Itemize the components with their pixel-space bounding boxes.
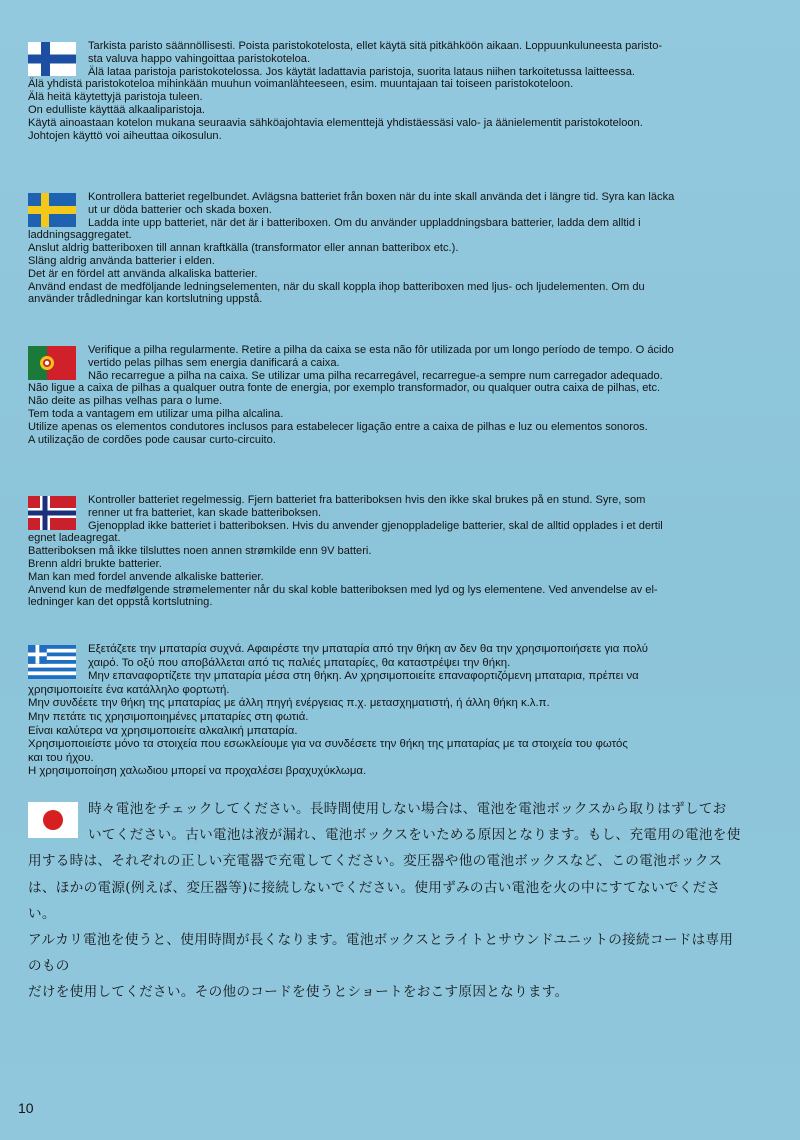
japan-flag-icon xyxy=(28,802,78,838)
norwegian-text xyxy=(28,494,744,609)
finnish-text xyxy=(28,40,744,142)
text-line: egnet ladeagregat. xyxy=(28,532,121,545)
text-line: Anvend kun de medfølgende strømelementer når du skal koble batteriboksen med lyd og lys elementene. Ved anvendelse av el- xyxy=(28,583,658,596)
text-line: Χρησιμοποιείστε μόνο τα στοιχεία που εσωκλείουμε για να συνδέσετε την θήκη της μπαταρίας με τα στοιχεία του φωτός xyxy=(28,738,628,751)
text-line: アルカリ電池を使うと、使用時間が長くなります。電池ボックスとライトとサウンドユニットの接続コードは専用のもの xyxy=(28,932,734,975)
text-line: 時々電池をチェックしてください。長時間使用しない場合は、電池を電池ボックスから取りはずしてお xyxy=(88,801,727,817)
text-line: Tem toda a vantagem em utilizar uma pilha alcalina. xyxy=(28,407,284,420)
text-line: Använd endast de medföljande ledningselementen, när du skall koppla ihop batteriboxen med ljus- och ljudelementen. Om du xyxy=(28,280,645,293)
section-greek xyxy=(28,643,744,779)
greece-flag-icon xyxy=(28,645,76,679)
text-line: は、ほかの電源(例えば、変圧器等)に接続しないでください。使用ずみの古い電池を火の中にすてないでください。 xyxy=(28,879,721,922)
text-line: χρησιμοποιείτε ένα κατάλληλο φορτωτή. xyxy=(28,683,230,696)
section-finnish xyxy=(28,40,744,142)
text-line: Η χρησιμοποίηση χαλωδιου μπορεί να προχαλέσει βραχυχύκλωμα. xyxy=(28,765,367,778)
text-line: Gjenopplad ikke batteriet i batteriboksen. Hvis du anvender gjenoppladelige batterier, skal de alltid opplades i et dertil xyxy=(88,519,663,532)
text-line: χαιρό. Το οξύ που αποβάλλεται από τις παλιές μπαταρίες, θα καταστρέψει την θήκη. xyxy=(88,656,511,669)
text-line: Det är en fördel att använda alkaliska batterier. xyxy=(28,267,258,280)
text-line: 用する時は、それぞれの正しい充電器で充電してください。変圧器や他の電池ボックスなど、この電池ボックス xyxy=(28,853,723,870)
section-portuguese xyxy=(28,344,744,446)
portugal-flag-icon xyxy=(28,346,76,380)
text-line: Släng aldrig använda batterier i elden. xyxy=(28,254,215,267)
sweden-flag-icon xyxy=(28,193,76,227)
text-line: ut ur döda batterier och skada boxen. xyxy=(88,203,272,216)
swedish-text xyxy=(28,191,744,306)
section-swedish xyxy=(28,191,744,306)
text-line: On edulliste käyttää alkaaliparistoja. xyxy=(28,103,205,116)
text-line: Kontroller batteriet regelmessig. Fjern batteriet fra batteriboksen hvis den ikke skal brukes på en stund. Syre, som xyxy=(88,494,646,506)
portuguese-text xyxy=(28,344,744,446)
text-line: Não ligue a caixa de pilhas a qualquer outra fonte de energia, por exemplo transformador, ou qualquer outra caixa de pilhas, etc. xyxy=(28,382,661,395)
text-line: Verifique a pilha regularmente. Retire a pilha da caixa se esta não fôr utilizada por um longo período de tempo. O ácido xyxy=(88,344,674,356)
greek-text xyxy=(28,643,744,779)
section-norwegian xyxy=(28,494,744,609)
text-line: använder trådledningar kan kortslutning uppstå. xyxy=(28,293,263,306)
text-line: だけを使用してください。その他のコードを使うとショートをおこす原因となります。 xyxy=(28,984,569,1001)
text-line: Não deite as pilhas velhas para o lume. xyxy=(28,395,223,408)
text-line: Εξετάζετε την μπαταρία συχνά. Αφαιρέστε την μπαταρία από την θήκη αν δεν θα την χρησιμοποιήσετε για πολύ xyxy=(88,643,648,655)
text-line: renner ut fra batteriet, kan skade batteriboksen. xyxy=(88,506,322,519)
text-line: Utilize apenas os elementos condutores inclusos para estabelecer ligação entre a caixa de pilhas e luz ou elementos sonoros. xyxy=(28,420,648,433)
text-line: Είναι καλύτερα να χρησιμοποιείτε αλκαλική μπαταρία. xyxy=(28,724,298,737)
text-line: Kontrollera batteriet regelbundet. Avlägsna batteriet från boxen när du inte skall använda det i längre tid. Syra kan läcka xyxy=(88,191,675,203)
text-line: Käytä ainoastaan kotelon mukana seuraavia sähköajohtavia elementtejä yhdistäessäsi valo- ja äänielementit paristokoteloon. xyxy=(28,116,643,129)
page-number: 10 xyxy=(18,1100,34,1116)
text-line: vertido pelas pilhas sem energia danificará a caixa. xyxy=(88,356,340,369)
text-line: Älä heitä käytettyjä paristoja tuleen. xyxy=(28,91,203,104)
text-line: Ladda inte upp batteriet, när det är i batteriboxen. Om du använder uppladdningsbara batterier, ladda dem alltid i xyxy=(88,216,641,229)
text-line: και του ήχου. xyxy=(28,751,94,764)
japanese-text xyxy=(28,796,744,1006)
text-line: Anslut aldrig batteriboxen till annan kraftkälla (transformator eller annan batteribox etc.). xyxy=(28,242,459,255)
text-line: ledninger kan det oppstå kortslutning. xyxy=(28,596,213,609)
finland-flag-icon xyxy=(28,42,76,76)
text-line: Man kan med fordel anvende alkaliske batterier. xyxy=(28,570,264,583)
text-line: Não recarregue a pilha na caixa. Se utilizar uma pilha recarregável, recarregue-a sempre num carregador adequado. xyxy=(88,369,663,382)
text-line: Batteriboksen må ikke tilsluttes noen annen strømkilde enn 9V batteri. xyxy=(28,545,372,558)
text-line: Johtojen käyttö voi aiheuttaa oikosulun. xyxy=(28,129,222,142)
text-line: Brenn aldri brukte batterier. xyxy=(28,557,162,570)
text-line: sta valuva happo vahingoittaa paristokoteloa. xyxy=(88,52,311,65)
text-line: Älä yhdistä paristokoteloa mihinkään muuhun voimanlähteeseen, esim. muuntajaan tai toiseen paristokoteloon. xyxy=(28,78,574,91)
text-line: いてください。古い電池は液が漏れ、電池ボックスをいためる原因となります。もし、充電用の電池を使 xyxy=(88,827,741,844)
text-line: Tarkista paristo säännöllisesti. Poista paristokotelosta, ellet käytä sitä pitkähköön aikaan. Loppuunkuluneesta paristo- xyxy=(88,40,663,52)
text-line: Älä lataa paristoja paristokotelossa. Jos käytät ladattavia paristoja, suorita lataus niihen tarkoitetussa laitteessa. xyxy=(88,65,635,78)
norway-flag-icon xyxy=(28,496,76,530)
text-line: Μην πετάτε τις χρησιμοποιημένες μπαταρίες στη φωτιά. xyxy=(28,710,309,723)
section-japanese xyxy=(28,796,744,1006)
text-line: laddningsaggregatet. xyxy=(28,229,132,242)
text-line: Μην συνδέετε την θήκη της μπαταρίας με άλλη πηγή ενέργειας π.χ. μετασχηματιστή, ή άλλη θήκη κ.λ.π. xyxy=(28,697,550,710)
text-line: A utilização de cordões pode causar curto-circuito. xyxy=(28,433,276,446)
text-line: Μην επαναφορτίζετε την μπαταρία μέσα στη θήκη. Αν χρησιμοποιείτε επαναφορτιζόμενη μπαταρια, πρέπει να xyxy=(88,670,639,683)
